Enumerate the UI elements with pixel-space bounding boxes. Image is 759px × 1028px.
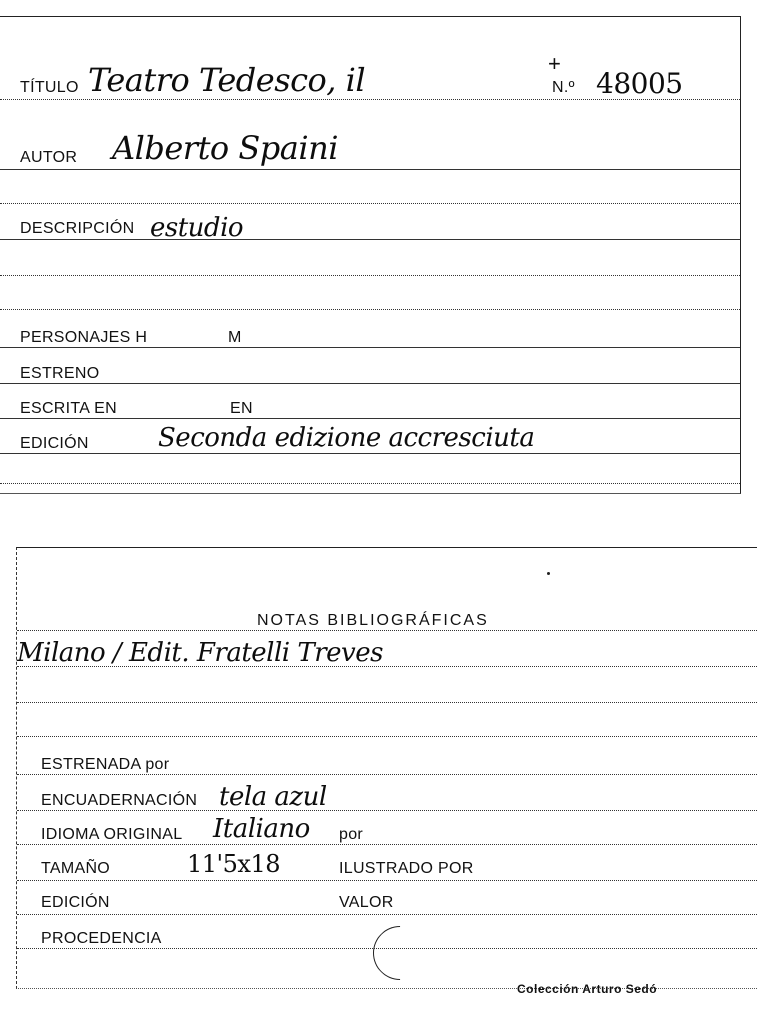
escrita-line: [0, 418, 740, 419]
stamp-mark: [362, 915, 438, 991]
autor-line-2: [0, 203, 740, 204]
edicion-line: [0, 453, 740, 454]
escrita-label: ESCRITA EN: [20, 400, 117, 417]
numero-label: N.º: [552, 79, 575, 96]
notas-line-4: [17, 736, 757, 737]
autor-line: [0, 169, 740, 170]
autor-label: AUTOR: [20, 149, 78, 166]
personajes-m-label: M: [228, 329, 242, 346]
estreno-label: ESTRENO: [20, 365, 100, 382]
en-label: EN: [230, 400, 253, 417]
catalog-card-front: [0, 16, 741, 494]
coleccion-label: Colección Arturo Sedó: [517, 982, 658, 996]
idioma-line: [17, 844, 757, 845]
notas-line-3: [17, 702, 757, 703]
notas-value: Milano / Edit. Fratelli Treves: [17, 638, 383, 668]
descripcion-line-2: [0, 275, 740, 276]
tamano-label: TAMAÑO: [41, 860, 111, 877]
descripcion-line: [0, 239, 740, 240]
autor-value: Alberto Spaini: [112, 129, 338, 167]
notas-label: NOTAS BIBLIOGRÁFICAS: [257, 612, 489, 629]
notas-line-2: [17, 666, 757, 667]
estreno-line: [0, 383, 740, 384]
descripcion-label: DESCRIPCIÓN: [20, 220, 135, 237]
por-label: por: [339, 826, 364, 843]
encuadernacion-label: ENCUADERNACIÓN: [41, 792, 198, 809]
edicion-label: EDICIÓN: [20, 435, 89, 452]
titulo-value: Teatro Tedesco, il: [88, 61, 366, 99]
descripcion-line-3: [0, 309, 740, 310]
ilustrado-label: ILUSTRADO POR: [339, 860, 474, 877]
valor-line: [17, 914, 757, 915]
edicion-back-label: EDICIÓN: [41, 894, 110, 911]
estrenada-line: [17, 774, 757, 775]
titulo-label: TÍTULO: [20, 79, 79, 96]
notas-line: [17, 630, 757, 631]
personajes-label: PERSONAJES H: [20, 329, 148, 346]
edicion-value: Seconda edizione accresciuta: [158, 423, 535, 453]
descripcion-value: estudio: [150, 213, 244, 243]
tamano-line: [17, 880, 757, 881]
catalog-card-back: [16, 547, 757, 996]
idioma-value: Italiano: [213, 814, 310, 844]
encuadernacion-line: [17, 810, 757, 811]
personajes-line: [0, 347, 740, 348]
encuadernacion-value: tela azul: [219, 782, 327, 812]
numero-value: 48005: [596, 67, 683, 100]
edicion-line-2: [0, 483, 740, 484]
estrenada-label: ESTRENADA por: [41, 756, 170, 773]
numero-cross-mark: +: [548, 51, 561, 76]
idioma-label: IDIOMA ORIGINAL: [41, 826, 183, 843]
valor-label: VALOR: [339, 894, 394, 911]
tamano-value: 11'5x18: [187, 850, 280, 878]
titulo-line: [0, 99, 740, 100]
speck: [547, 572, 550, 575]
procedencia-label: PROCEDENCIA: [41, 930, 162, 947]
